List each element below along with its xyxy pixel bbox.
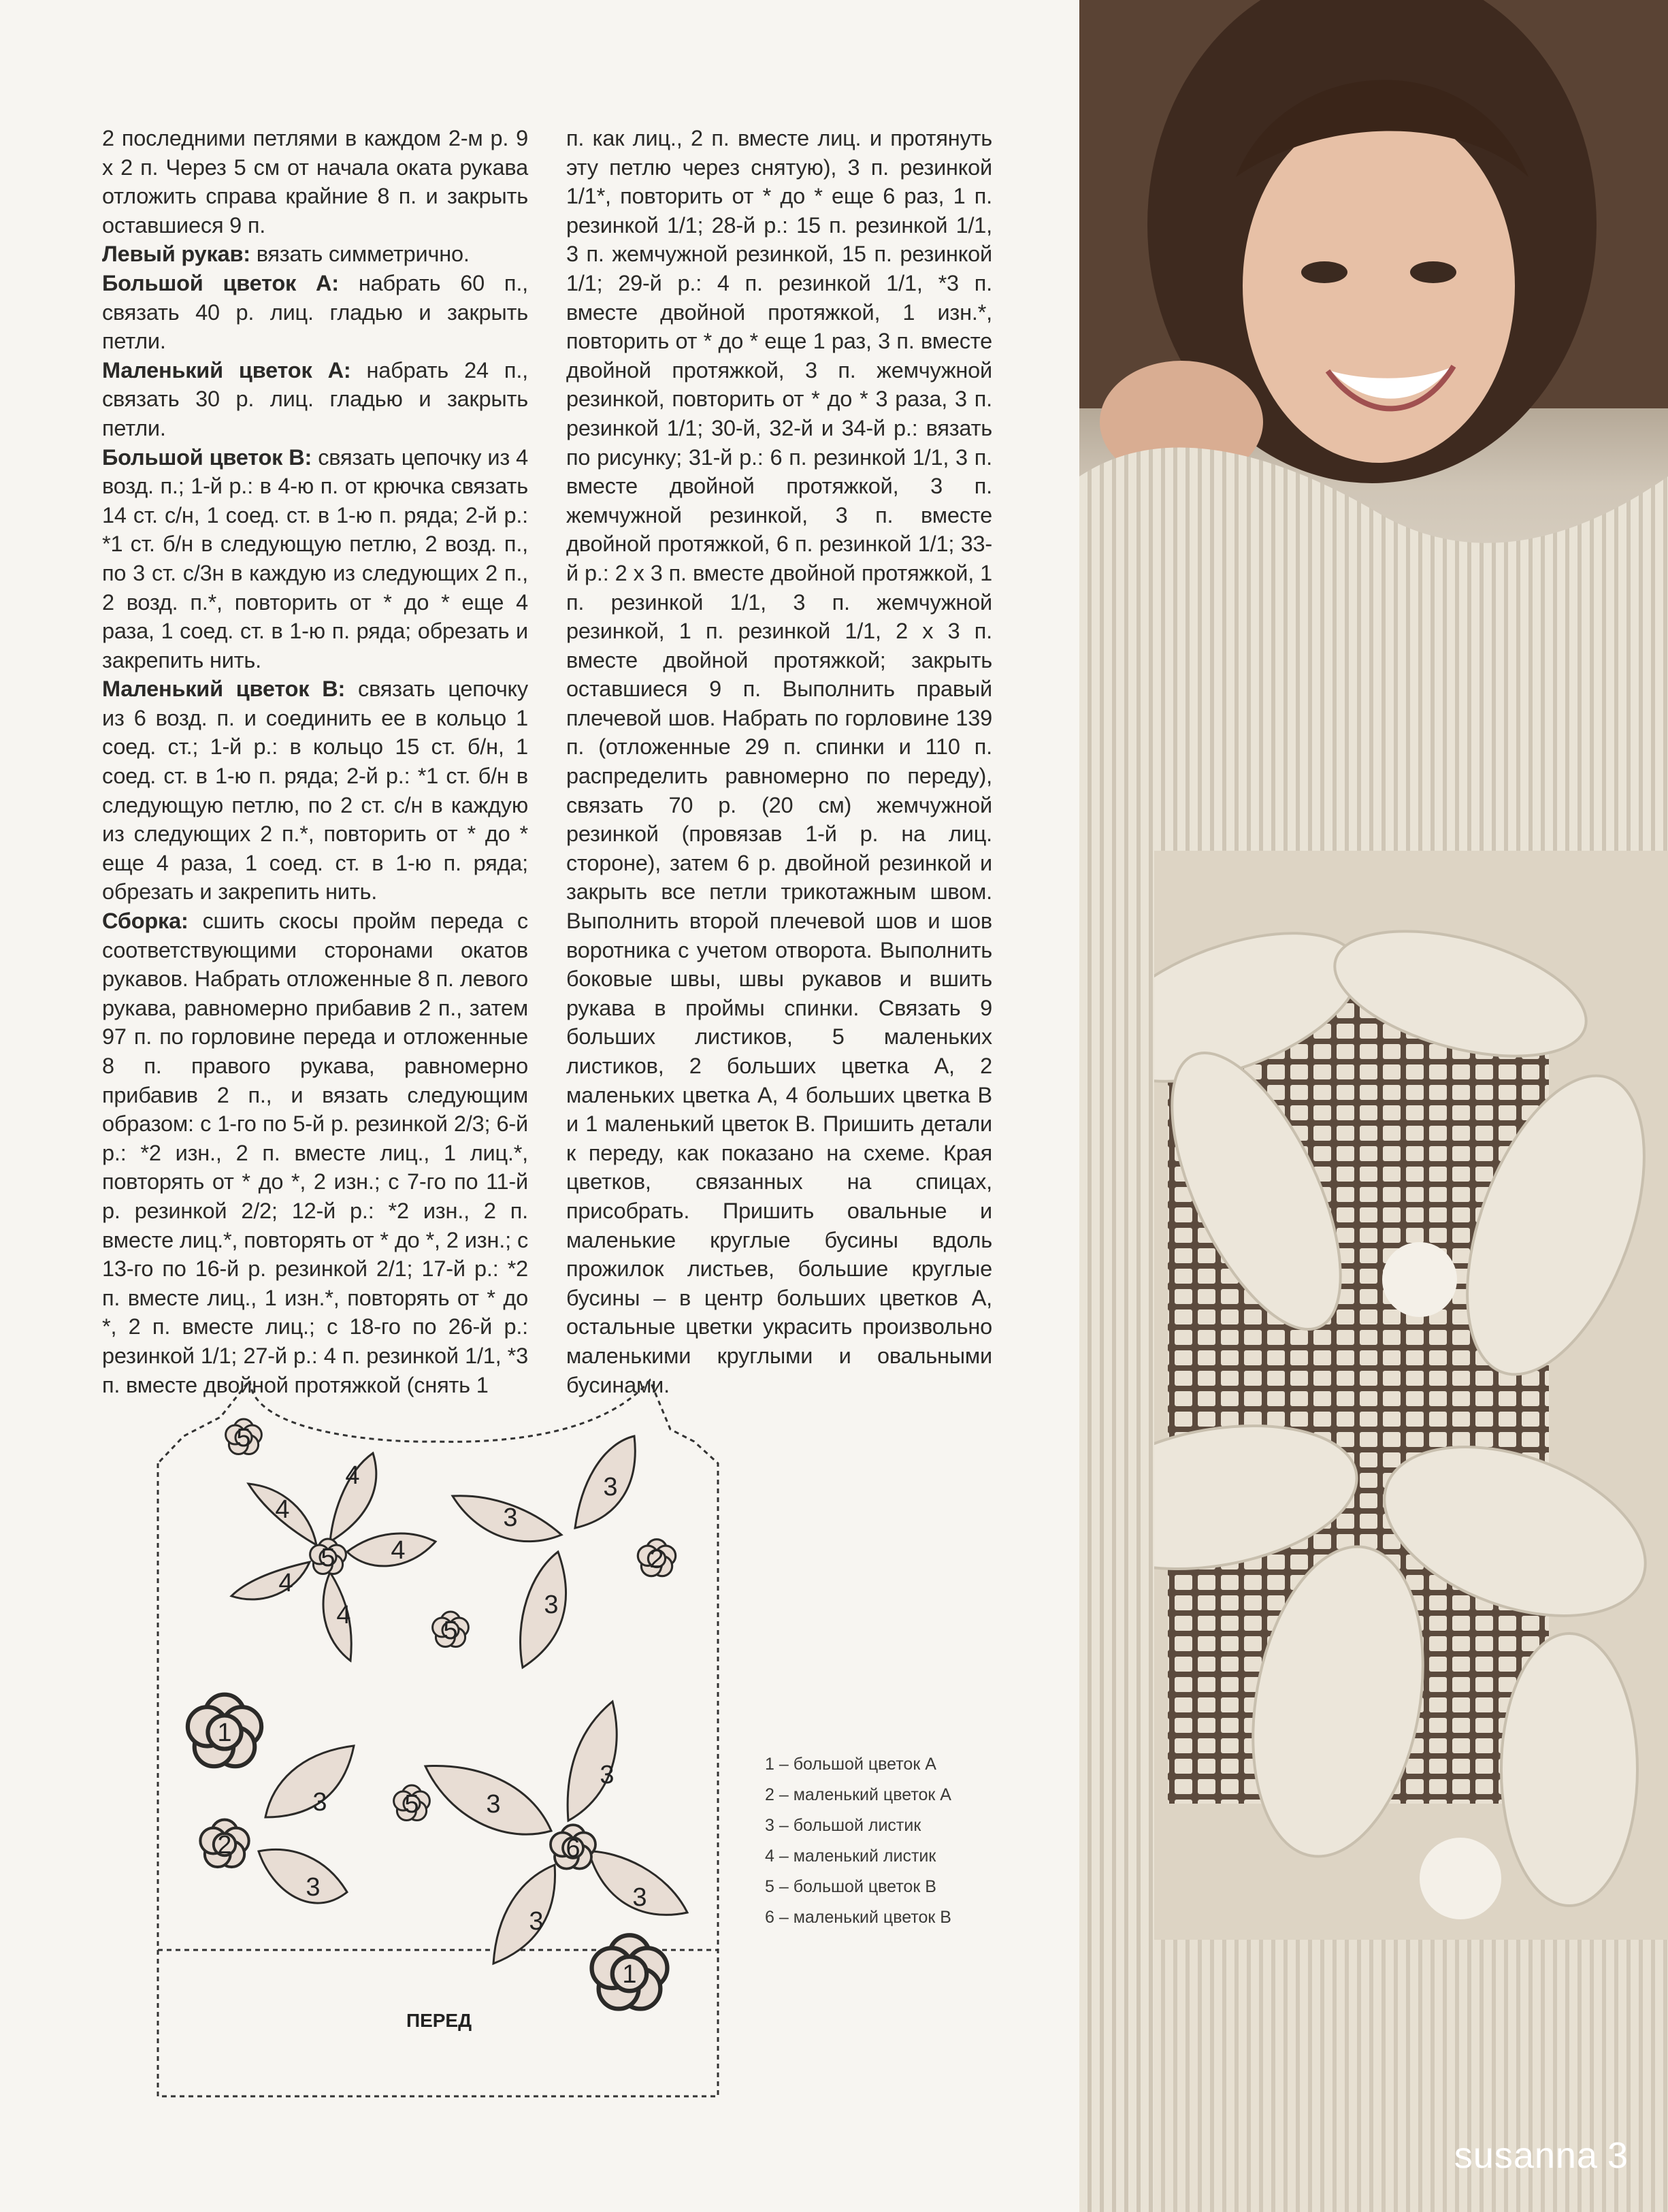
paragraph: п. как лиц., 2 п. вместе лиц. и протянуть эту петлю через снятую), 3 п. резинкой 1/1*, повторить от * до * еще 6 раз, 1 п. резинкой 1/1; 28-й р.: 15 п. резинкой 1/1, 3 п. жемчужной резинкой, 15 п. резинкой 1/1; 29-й р.: 4 п. резинкой 1/1, *3 п. вместе двойной протяжкой, 1 изн.*, повторить от * до * еще 1 раз, 3 п. вместе двойной протяжкой, 3 п. жемчужной резинкой, повторить от * до * 3 раза, 3 п. резинкой 1/1; 30-й, 32-й и 34-й р.: вязать по рисунку; 31-й р.: 6 п. резинкой 1/1, 3 п. вместе двойной протяжкой, 3 п. жемчужной резинкой, 3 п. вместе двойной протяжкой, 6 п. резинкой 1/1; 33-й р.: 2 х 3 п. вместе двойной протяжкой, 1 п. резинкой 1/1, 3 п. жемчужной резинкой, 1 п. резинкой 1/1, 2 х 3 п. вместе двойной протяжкой; закрыть оставшиеся 9 п. Выполнить правый плечевой шов. Набрать по горловине 139 п. (отложенные 29 п. спинки и 110 п. распределить равномерно по переду), связать 70 р. (20 см) жемчужной резинкой (провязав 1-й р. на лиц. стороне), затем 6 р. двойной резинкой и закрыть все петли трикотажным швом. Выполнить второй плечевой шов и шов воротника с учетом отворота. Выполнить боковые швы, швы рукавов и вшить рукава в проймы спинки. Связать 9 больших листиков, 5 маленьких листиков, 2 больших цветка А, 2 маленьких цветка А, 4 больших цветка В и 1 маленький цветок В. Пришить детали к переду, как показано на схеме. Края цветков, связанных на спицах, присобрать. Пришить овальные и маленькие круглые бусины вдоль прожилок листьев, большие круглые бусины – в центр больших цветков А, остальные цветки украсить произвольно маленькими круглыми и овальными бусинами. (566, 126, 992, 1397)
diagram-number: 3 (632, 1883, 647, 1912)
paragraph (102, 907, 528, 1399)
paragraph (102, 240, 528, 269)
page-number: 3 (1607, 2135, 1629, 2176)
paragraph-text: связать цепочку из 6 возд. п. и соединить ее в кольцо 1 соед. ст.; 1-й р.: в кольцо 15 ст. б/н, 1 соед. ст. в 1-ю п. ряда; 2-й р.: *1 ст. б/н в следующую петлю, по 2 ст. с/н в каждую из следующих 2 п.*, повторить от * до * еще 4 раза, 1 соед. ст. в 1-ю п. ряда; обрезать и закрепить нить. (102, 677, 528, 905)
front-layout-diagram (150, 1375, 735, 2110)
diagram-number: 5 (443, 1616, 458, 1645)
diagram-number: 5 (404, 1790, 419, 1819)
diagram-number: 1 (622, 1960, 637, 1989)
diagram-number: 3 (503, 1503, 518, 1532)
diagram-number: 4 (275, 1495, 290, 1524)
paragraph-text: 2 последними петлями в каждом 2-м р. 9 х 2 п. Через 5 см от начала оката рукава отложить справа крайние 8 п. и закрыть оставшиеся 9 п. (102, 126, 528, 238)
diagram-number: 3 (544, 1591, 559, 1619)
model-photo (1079, 0, 1668, 2212)
paragraph-text: связать цепочку из 4 возд. п.; 1-й р.: в 4-ю п. от крючка связать 14 ст. с/н, 1 соед. ст. в 1-ю п. ряда; 2-й р.: *1 ст. б/н в следующую петлю, 2 возд. п., по 3 ст. с/3н в каждую из следующих 2 п., 2 возд. п.*, повторить от * до * еще 4 раза, 1 соед. ст. в 1-ю п. ряда; обрезать и закрепить нить. (102, 444, 529, 672)
front-label: ПЕРЕД (406, 2010, 472, 2031)
diagram-legend (765, 1749, 951, 1933)
diagram-number: 2 (649, 1545, 664, 1574)
paragraph (102, 674, 528, 907)
text-column-right (566, 124, 992, 1399)
paragraph-text: набрать 60 п., связать 40 р. лиц. гладью и закрыть петли. (102, 270, 528, 354)
legend-item: 1 – большой цветок А (765, 1755, 936, 1774)
diagram-number: 3 (603, 1473, 618, 1501)
paragraph (102, 269, 528, 356)
diagram-number: 3 (312, 1788, 327, 1817)
brand-name: susanna (1454, 2135, 1598, 2176)
legend-item: 3 – большой листик (765, 1816, 921, 1835)
paragraph-text: набрать 24 п., связать 30 р. лиц. гладью и закрыть петли. (102, 357, 528, 440)
section-heading: Большой цветок В: (102, 444, 312, 470)
text-column-left (102, 124, 528, 1399)
diagram-number: 2 (217, 1831, 232, 1859)
section-heading: Маленький цветок А: (102, 357, 351, 383)
paragraph (102, 124, 528, 240)
diagram-number: 3 (486, 1790, 501, 1819)
section-heading: Маленький цветок В: (102, 677, 346, 702)
magazine-brand (1454, 2134, 1629, 2177)
diagram-number: 3 (600, 1761, 615, 1789)
photo-illustration (1079, 0, 1668, 2212)
legend-item: 2 – маленький цветок А (765, 1785, 951, 1804)
diagram-number: 3 (529, 1907, 544, 1936)
diagram-number: 1 (217, 1719, 232, 1747)
diagram-number: 4 (336, 1601, 351, 1629)
paragraph-text: сшить скосы пройм переда с соответствующими сторонами окатов рукавов. Набрать отложенные 8 п. левого рукава, равномерно прибавив 2 п., затем 97 п. по горловине переда и отложенные 8 п. правого рукава, равномерно прибавив 2 п., и вязать следующим образом: с 1-го по 5-й р. резинкой 2/3; 6-й р.: *2 изн., 2 п. вместе лиц., 1 лиц.*, повторять от * до *, 2 изн.; с 7-го по 11-й р. резинкой 2/2; 12-й р.: *2 изн., 2 п. вместе лиц.*, повторять от * до *, 2 изн.; с 13-го по 16-й р. резинкой 2/1; 17-й р.: *2 п. вместе лиц., 1 изн.*, повторять от * до *, 2 п. вместе лиц.; с 18-го по 26-й р.: резинкой 1/1; 27-й р.: 4 п. резинкой 1/1, *3 п. вместе двойной протяжкой (снять 1 (102, 909, 528, 1397)
section-heading: Сборка: (102, 909, 189, 934)
paragraph (102, 443, 528, 675)
paragraph (102, 356, 528, 443)
section-heading: Левый рукав: (102, 242, 250, 267)
diagram-number: 4 (391, 1536, 406, 1565)
section-heading: Большой цветок А: (102, 270, 339, 295)
diagram-number: 3 (306, 1873, 321, 1902)
diagram-number: 5 (321, 1544, 336, 1572)
diagram-number: 6 (566, 1834, 580, 1863)
legend-item: 5 – большой цветок В (765, 1877, 936, 1896)
diagram-number: 4 (345, 1461, 360, 1490)
legend-item: 4 – маленький листик (765, 1847, 936, 1866)
paragraph-text: вязать симметрично. (250, 242, 470, 267)
diagram-number: 4 (278, 1569, 293, 1597)
diagram-number: 5 (236, 1424, 251, 1452)
legend-item: 6 – маленький цветок В (765, 1908, 951, 1927)
